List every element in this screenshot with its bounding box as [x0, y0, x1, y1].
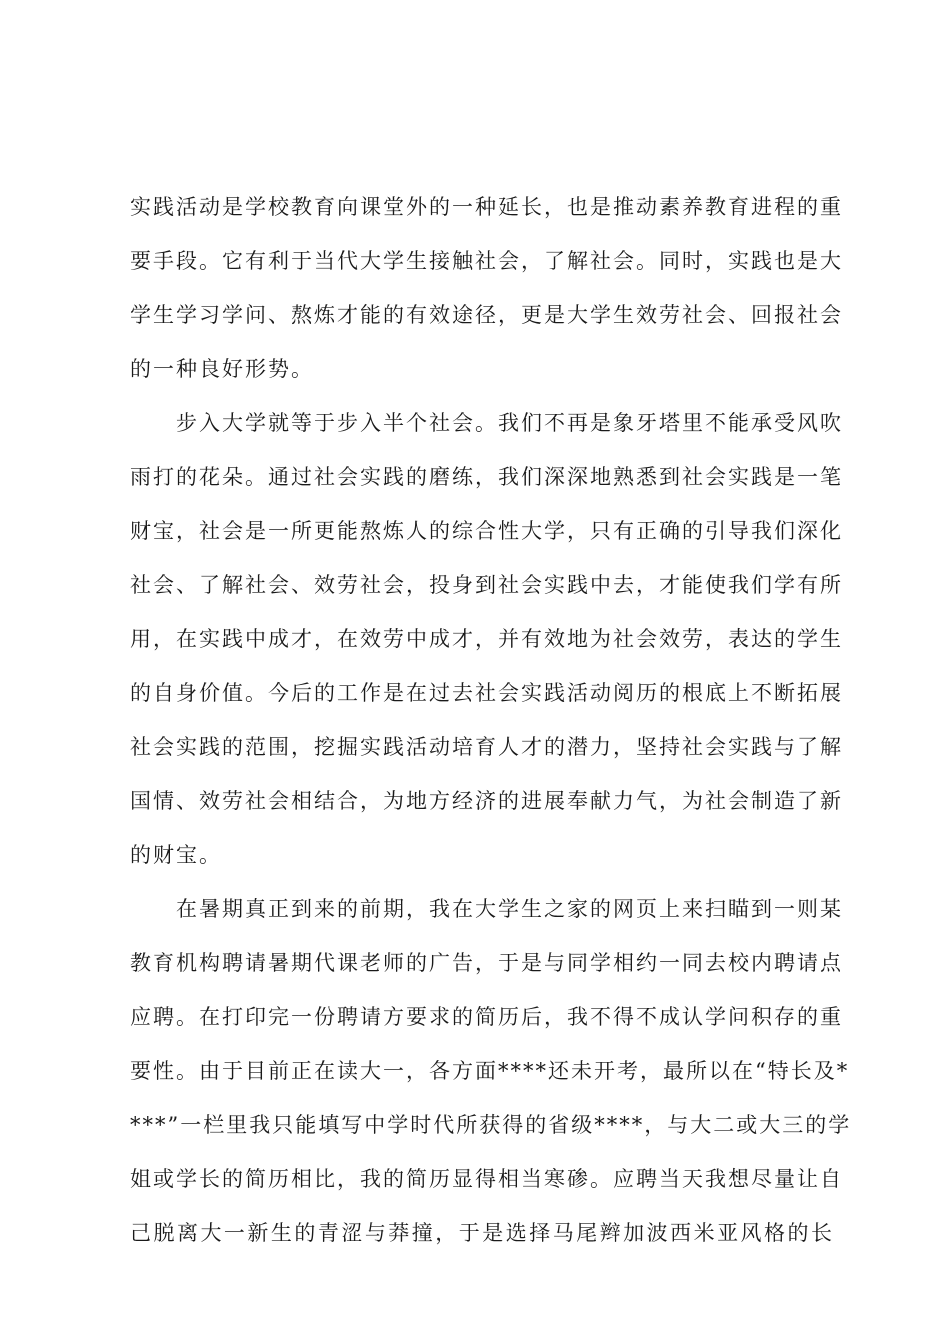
text-line: 应聘。在打印完一份聘请方要求的简历后，我不得不成认学问积存的重	[130, 1005, 843, 1029]
text-line: 的自身价值。今后的工作是在过去社会实践活动阅历的根底上不断拓展	[130, 681, 843, 705]
text-line: 国情、效劳社会相结合，为地方经济的进展奉献力气，为社会制造了新	[130, 789, 843, 813]
text-line: 的一种良好形势。	[130, 357, 314, 381]
text-line: 姐或学长的简历相比，我的简历显得相当寒碜。应聘当天我想尽量让自	[130, 1167, 843, 1191]
paragraph-1	[130, 180, 843, 396]
text-line: 社会实践的范围，挖掘实践活动培育人才的潜力，坚持社会实践与了解	[130, 735, 843, 759]
text-line: 教育机构聘请暑期代课老师的广告，于是与同学相约一同去校内聘请点	[130, 951, 843, 975]
text-line: 己脱离大一新生的青涩与莽撞，于是选择马尾辫加波西米亚风格的长	[130, 1221, 834, 1245]
text-line: 在暑期真正到来的前期，我在大学生之家的网页上来扫瞄到一则某	[176, 897, 843, 921]
text-line: 的财宝。	[130, 843, 222, 867]
text-line: 社会、了解社会、效劳社会，投身到社会实践中去，才能使我们学有所	[130, 573, 843, 597]
text-line: 要手段。它有利于当代大学生接触社会，了解社会。同时，实践也是大	[130, 249, 843, 273]
text-line: 学生学习学问、熬炼才能的有效途径，更是大学生效劳社会、回报社会	[130, 303, 843, 327]
text-line: 实践活动是学校教育向课堂外的一种延长，也是推动素养教育进程的重	[130, 195, 843, 219]
text-line: 要性。由于目前正在读大一，各方面****还未开考，最所以在“特长及*	[130, 1059, 850, 1083]
text-line: 用，在实践中成才，在效劳中成才，并有效地为社会效劳，表达的学生	[130, 627, 843, 651]
text-line: 雨打的花朵。通过社会实践的磨练，我们深深地熟悉到社会实践是一笔	[130, 465, 843, 489]
text-line: 步入大学就等于步入半个社会。我们不再是象牙塔里不能承受风吹	[176, 411, 843, 435]
text-line: ***”一栏里我只能填写中学时代所获得的省级****，与大二或大三的学	[130, 1113, 852, 1137]
paragraph-3	[130, 882, 852, 1260]
text-line: 财宝，社会是一所更能熬炼人的综合性大学，只有正确的引导我们深化	[130, 519, 843, 543]
paragraph-2	[130, 396, 843, 882]
document-body	[130, 180, 852, 1260]
